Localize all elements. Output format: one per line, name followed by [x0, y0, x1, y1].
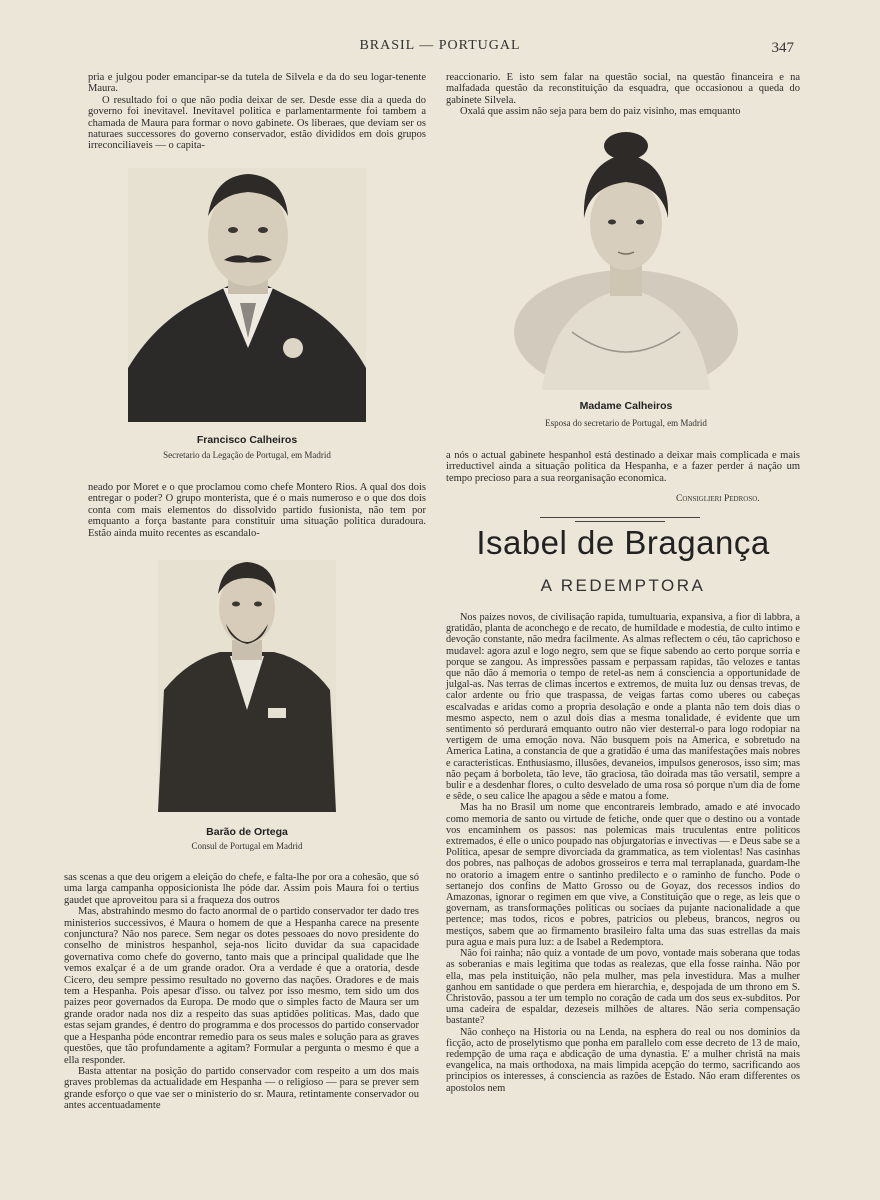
paragraph: neado por Moret e o que proclamou como chefe Montero Rios. A qual dos dois entregar o poder? O grupo monterista, que é o mais numeroso e o que dos dois conta com mais elementos do dissolvido partido fusionista, não tem por emquanto a força bastante para constituir uma situação politica duradoura. Estão ainda muito recentes as escandalo-: [88, 482, 426, 539]
left-mid-text: [88, 482, 426, 539]
running-head: BRASIL — PORTUGAL: [359, 38, 521, 53]
caption-name: Madame Calheiros: [579, 400, 673, 412]
paragraph: pria e julgou poder emancipar-se da tutela de Silvela e da do seu logar-tenente Maura.: [88, 72, 426, 95]
paragraph: reaccionario. E isto sem falar na questão social, na questão financeira e na malfadada questão da reconstituição da esquadra, que occasionou a queda do gabinete Silvela.: [446, 72, 800, 106]
paragraph: Não conheço na Historia ou na Lenda, na esphera do real ou nos dominios da ficção, acto de proselytismo que ponha em parallelo com esse decreto de 13 de maio, redempção de uma raça e abdicação de uma dynastia. E' a mulher christã na mais evangelica, na mais orthodoxa, na mais limpida acepção do termo, sacrificando aos principios os interesses, á consciencia as razões de Estado. Não eram differentes os apostolos nem: [446, 1026, 800, 1094]
article-subtitle: A REDEMPTORA: [540, 576, 706, 595]
caption-name: Barão de Ortega: [206, 826, 288, 838]
divider-rule: [575, 521, 665, 522]
paragraph: Mas ha no Brasil um nome que encontrareis lembrado, amado e até invocado como memoria de santo ou virtude de fetiche, onde quer que o destino ou a vontade vos encaminhem os passos: nas polemicas mais truculentas entre politicos extremados, é elle o unico poupado nas objurgatorias e invectivas — e Deus sabe se a Politica, apesar de sempre divorciada da grammatica, as tem violentas! Nas casinhas dos pobres, nas palhoças de adobos grosseiros e terra mal terraplanada, guardam-lhe no oratorio a imagem entre o santinho predilecto e o raminho de funcho. Pode o sertanejo dos confins de Matto Grosso ou de Goyaz, dos recessos indios do Amazonas, ignorar o regimen em que vive, a Constituição que o rege, as leis que o governam, as transformações politicas ou sociaes da pujante nacionalidade a que pertence; mas todos, ricos e pobres, patricios ou plebeus, brancos, negros ou mestiços, sabem que ao firmamento brasileiro falta uma das suas estrellas da mais pura agua e mais pura luz: a de Isabel a Redemptora.: [446, 802, 800, 948]
page-number: 347: [771, 40, 794, 56]
divider-rule: [540, 517, 700, 518]
paragraph: O resultado foi o que não podia deixar de ser. Desde esse dia a queda do governo foi inevitavel. Inevitavel politica e parlamentarmente foi tambem a chamada de Maura para formar o novo gabinete. Os liberaes, que deviam ser os naturaes successores do governo conservador, estão divididos em dois grupos irreconciliaveis — o capita-: [88, 94, 426, 152]
paragraph: Não foi rainha; não quiz a vontade de um povo, vontade mais soberana que todas as soberanias e mais legitima que todas as realezas, que ella fosse rainha. Não por ella, mas pela instituição, não pela mulher, mas pela investidura. Mas a mulher ganhou em santidade o que perdera em hierarchia, e, despojada de um throno em S. Christovão, passou a ter um templo no coração de cada um dos seus ex-subditos. Por uma cadeira de espaldar, dezeseis milhões de altares. Não seria compensação bastante?: [446, 948, 800, 1027]
portrait-madame-calheiros: [512, 132, 740, 390]
portrait-barao-de-ortega: [158, 560, 336, 812]
author-signature: Consiglieri Pedroso.: [676, 494, 760, 504]
right-top-text: [446, 72, 800, 118]
article-title: Isabel de Bragança: [476, 524, 770, 561]
paragraph: sas scenas a que deu origem a eleição do chefe, e falta-lhe por ora a cohesão, que só uma larga campanha opposicionista lhe póde dar. Assim pois Maura foi o tertius gaudet que aproveitou para si a fraqueza dos outros: [64, 872, 419, 906]
paragraph: Oxalá que assim não seja para bem do paiz visinho, mas emquanto: [460, 106, 741, 118]
right-after-text: [446, 450, 800, 484]
paragraph: Basta attentar na posição do partido conservador com respeito a um dos mais graves problemas da actualidade em Hespanha — o religioso — para se prever sem grande esforço o que vae ser o ministerio do sr. Maura, retintamente conservador ou antes accentuadamente: [64, 1065, 419, 1112]
left-top-text: [88, 72, 426, 152]
left-bottom-text: [64, 872, 419, 1112]
paragraph: Nos paizes novos, de civilisação rapida, tumultuaria, expansiva, a fior di labbra, a gratidão, planta de aconchego e de recato, de humildade e modestia, de culto intimo e devoção constante, não medra facilmente. As almas reflectem o céu, tão caprichoso e mudavel: agora azul e logo negro, sem que se fique sabendo ao certo porque sorria e porque se zangou. As impressões passam e perpassam rapidas, tão velozes e tantas que não dão á memoria o tempo de retel-as nem á consciencia a opportunidade de julgal-as. Nas terras de climas incertos e extremos, de muita luz ou densas trevas, de calor ardente ou frio que traspassa, de veigas fartas como uberes ou cabeças escalvadas e aridas como a propria desolação e onde a planta não tem dois dias o mesmo aspecto, nem o azul dois dias a mesma tonalidade, é evidente que um sentimento só perdurará emquanto outro não vier desterral-o para logo rodopiar na vertigem de uma emoção nova. Não busquem pois na America, e sobretudo na America Latina, a constancia de que a gratidão é uma das manifestações mais nobres e caracteristicas. Enthusiasmo, illusões, devaneios, impulsos generosos, isso sim; mas não peçam á borboleta, tão leve, tão graciosa, tão doirada mas tão versatil, sempre a bulir e a desdenhar flores, o culto desvelado de uma rosa só porque n'um dia de fome e sêde, o seu calice lhe apagou a sêde e matou a fome.: [446, 612, 800, 803]
paragraph: Mas, abstrahindo mesmo do facto anormal de o partido conservador ter dado tres ministerios successivos, é Maura o homem de que a Hespanha carece na presente conjunctura? Não nos parece. Sem negar os dotes pessoaes do novo presidente do conselho de ministros hespanhol, seja-nos licito duvidar da sua capacidade governativa como chefe do governo, tanto mais que a principal qualidade que lhe vemos exalçar é a de um grande orador. Ora a verdade é que a oratoria, desde Cicero, deu sempre pessimo resultado no governo das nações. Oradores e de mais tem a Hespanha. Pois apesar d'isso. ou talvez por isso mesmo, tem sido um dos paizes peor governados da Europa. De modo que o simples facto de Maura ser um grande orador nada nos diz a respeito das suas aptidões politicas. Mas, dado que estas sejam grandes, é dentro do programma e dos processos do partido conservador que a Hespanha póde encontrar remedio para os seus males e solução para as graves questões, que tão profundamente a agitam? Formular a pergunta o mesmo é que a ella responder.: [64, 906, 419, 1066]
caption-role: Esposa do secretario de Portugal, em Madrid: [545, 418, 707, 428]
caption-role: Secretario da Legação de Portugal, em Madrid: [163, 450, 331, 460]
caption-name: Francisco Calheiros: [196, 434, 298, 446]
caption-role: Consul de Portugal em Madrid: [191, 841, 303, 851]
paragraph: a nós o actual gabinete hespanhol está destinado a deixar mais complicada e mais irreductivel ainda a situação politica da Hespanha, e a fazer perder á nação um tempo precioso para a sua reorganisação economica.: [446, 450, 800, 484]
portrait-francisco-calheiros: [128, 168, 366, 422]
article-body: [446, 612, 800, 1094]
